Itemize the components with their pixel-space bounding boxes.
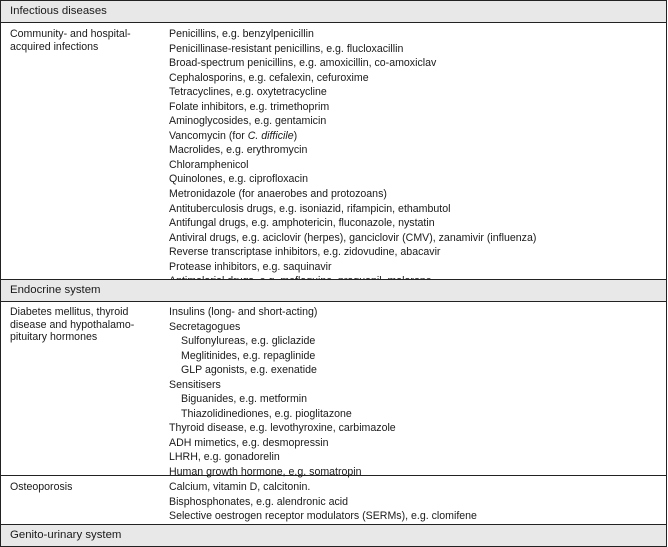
drug-item: Biguanides, e.g. metformin	[181, 393, 308, 406]
drug-item: Penicillinase-resistant penicillins, e.g. flucloxacillin	[169, 42, 404, 55]
drug-item: Broad-spectrum penicillins, e.g. amoxicillin, co-amoxiclav	[169, 57, 437, 70]
vancomycin-close: )	[293, 129, 298, 142]
drug-item: LHRH, e.g. gonadorelin	[169, 451, 280, 464]
drug-item: ADH mimetics, e.g. desmopressin	[169, 436, 329, 449]
drug-list-osteoporosis	[169, 480, 477, 524]
section-header-infectious	[1, 1, 666, 22]
drug-item: Thiazolidinediones, e.g. pioglitazone	[181, 407, 352, 420]
drug-item: Reverse transcriptase inhibitors, e.g. zidovudine, abacavir	[169, 246, 441, 259]
drug-item: Bisphosphonates, e.g. alendronic acid	[169, 495, 349, 508]
vancomycin-text: Vancomycin (for	[169, 129, 248, 142]
vancomycin-organism: C. difficile	[247, 129, 294, 142]
drug-item: Cephalosporins, e.g. cefalexin, cefuroxime	[169, 71, 369, 84]
drug-item: Metronidazole (for anaerobes and protozoans)	[169, 188, 387, 201]
category-osteoporosis: Osteoporosis	[10, 481, 73, 493]
drug-item: Protease inhibitors, e.g. saquinavir	[169, 260, 332, 273]
section-title-genito: Genito-urinary system	[10, 529, 122, 541]
drug-item: Antifungal drugs, e.g. amphotericin, fluconazole, nystatin	[169, 217, 435, 230]
section-title-endocrine: Endocrine system	[10, 284, 101, 296]
drug-item: Chloramphenicol	[169, 158, 249, 171]
drug-group-label: Secretagogues	[169, 320, 241, 333]
drug-item: Thyroid disease, e.g. levothyroxine, carbimazole	[169, 422, 396, 435]
drug-item: Sulfonylureas, e.g. gliclazide	[181, 335, 316, 348]
category-infections: Community- and hospital-acquired infections	[10, 28, 131, 53]
drug-item: Meglitinides, e.g. repaglinide	[181, 349, 316, 362]
section-header-endocrine	[1, 280, 666, 301]
drug-item: Antituberculosis drugs, e.g. isoniazid, rifampicin, ethambutol	[169, 202, 451, 215]
section-header-genito	[1, 525, 666, 546]
rule	[1, 475, 666, 476]
section-title-infectious: Infectious diseases	[10, 5, 107, 17]
drug-item: Penicillins, e.g. benzylpenicillin	[169, 28, 314, 40]
drug-group-label: Sensitisers	[169, 378, 221, 391]
drug-item: Selective oestrogen receptor modulators (SERMs), e.g. clomifene	[169, 510, 477, 523]
drug-item: Folate inhibitors, e.g. trimethoprim	[169, 100, 330, 113]
drug-item: Aminoglycosides, e.g. gentamicin	[169, 115, 327, 128]
rule	[1, 22, 666, 23]
drug-item: Calcium, vitamin D, calcitonin.	[169, 481, 311, 493]
drug-item: Antiviral drugs, e.g. aciclovir (herpes), ganciclovir (CMV), zanamivir (influenza)	[169, 231, 537, 244]
drug-item: Tetracyclines, e.g. oxytetracycline	[169, 86, 327, 99]
rule	[1, 301, 666, 302]
drug-item-vancomycin	[169, 129, 536, 144]
drug-item: Insulins (long- and short-acting)	[169, 306, 318, 318]
category-diabetes: Diabetes mellitus, thyroid disease and hypothalamo-pituitary hormones	[10, 306, 135, 344]
drug-list-endocrine	[169, 305, 396, 480]
drug-list-infectious	[169, 27, 536, 289]
drug-item: Macrolides, e.g. erythromycin	[169, 144, 308, 157]
drug-item: GLP agonists, e.g. exenatide	[181, 364, 317, 377]
drug-item: Quinolones, e.g. ciprofloxacin	[169, 173, 308, 186]
drug-item: Human growth hormone, e.g. somatropin	[169, 466, 362, 479]
